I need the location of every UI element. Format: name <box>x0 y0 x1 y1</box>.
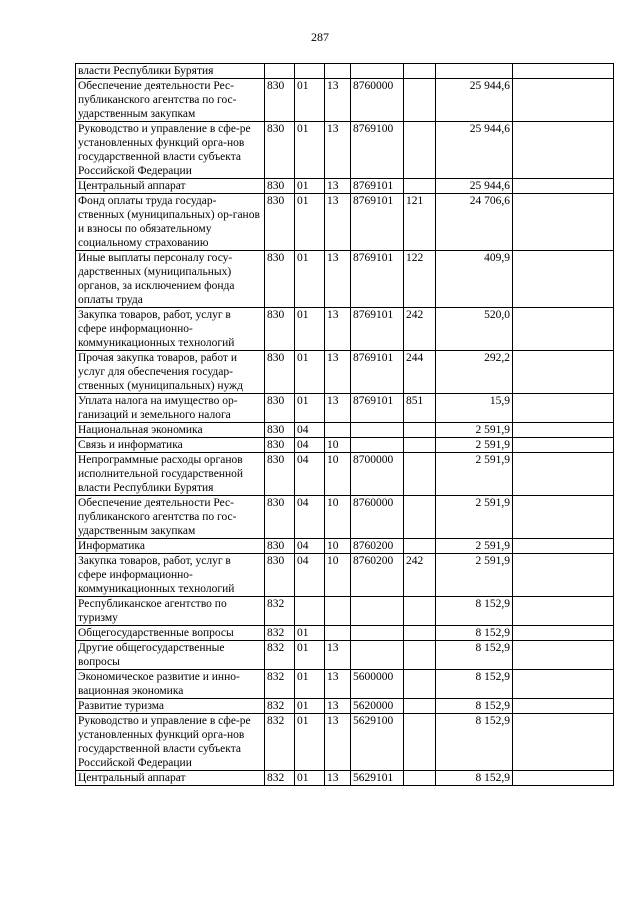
cell-expense-type <box>404 453 436 496</box>
cell-subsection: 13 <box>325 308 351 351</box>
table-row <box>76 641 614 670</box>
cell-name: Фонд оплаты труда государ-ственных (муниципальных) ор-ганов и взносы по обязательному социальному страхованию <box>76 194 265 251</box>
cell-expense-type <box>404 641 436 670</box>
cell-expense-type: 244 <box>404 351 436 394</box>
cell-name: Непрограммные расходы органов исполнительной государственной власти Республики Бурятия <box>76 453 265 496</box>
cell-subsection: 13 <box>325 251 351 308</box>
cell-empty <box>513 194 614 251</box>
cell-ved: 830 <box>265 351 295 394</box>
cell-expense-type <box>404 771 436 786</box>
cell-empty <box>513 308 614 351</box>
cell-subsection: 10 <box>325 438 351 453</box>
cell-ved: 830 <box>265 496 295 539</box>
cell-section: 01 <box>295 194 325 251</box>
cell-name: Другие общегосударственные вопросы <box>76 641 265 670</box>
cell-subsection: 13 <box>325 714 351 771</box>
cell-name: Национальная экономика <box>76 423 265 438</box>
table-row <box>76 554 614 597</box>
table-row <box>76 626 614 641</box>
cell-name: Закупка товаров, работ, услуг в сфере информационно-коммуникационных технологий <box>76 554 265 597</box>
cell-subsection: 10 <box>325 453 351 496</box>
cell-ved: 832 <box>265 641 295 670</box>
cell-name: Экономическое развитие и инно-вационная экономика <box>76 670 265 699</box>
cell-amount: 2 591,9 <box>436 423 513 438</box>
cell-amount: 292,2 <box>436 351 513 394</box>
cell-section: 04 <box>295 496 325 539</box>
table-row <box>76 194 614 251</box>
cell-name: Закупка товаров, работ, услуг в сфере информационно-коммуникационных технологий <box>76 308 265 351</box>
cell-target-article <box>351 597 404 626</box>
cell-expense-type <box>404 423 436 438</box>
cell-name: Центральный аппарат <box>76 771 265 786</box>
cell-section: 01 <box>295 251 325 308</box>
cell-name: Руководство и управление в сфе-ре установленных функций орга-нов государственной власти субъекта Российской Федерации <box>76 714 265 771</box>
cell-expense-type: 851 <box>404 394 436 423</box>
cell-empty <box>513 539 614 554</box>
table-row <box>76 251 614 308</box>
cell-target-article: 5620000 <box>351 699 404 714</box>
cell-target-article: 8769101 <box>351 194 404 251</box>
cell-amount: 24 706,6 <box>436 194 513 251</box>
cell-ved: 832 <box>265 670 295 699</box>
cell-amount: 520,0 <box>436 308 513 351</box>
cell-ved: 830 <box>265 179 295 194</box>
table-row <box>76 453 614 496</box>
cell-ved: 832 <box>265 597 295 626</box>
cell-ved: 830 <box>265 308 295 351</box>
cell-section: 01 <box>295 771 325 786</box>
cell-empty <box>513 423 614 438</box>
cell-target-article: 8760000 <box>351 496 404 539</box>
cell-empty <box>513 179 614 194</box>
cell-subsection <box>325 64 351 79</box>
cell-empty <box>513 79 614 122</box>
cell-amount: 8 152,9 <box>436 771 513 786</box>
cell-name: Обеспечение деятельности Рес-публиканского агентства по гос-ударственным закупкам <box>76 496 265 539</box>
cell-name: Республиканское агентство по туризму <box>76 597 265 626</box>
cell-name: Обеспечение деятельности Рес-публиканского агентства по гос-ударственным закупкам <box>76 79 265 122</box>
cell-target-article: 8700000 <box>351 453 404 496</box>
cell-name: Общегосударственные вопросы <box>76 626 265 641</box>
cell-empty <box>513 438 614 453</box>
cell-target-article: 8760200 <box>351 539 404 554</box>
cell-target-article: 8769101 <box>351 179 404 194</box>
cell-amount: 8 152,9 <box>436 699 513 714</box>
cell-amount: 25 944,6 <box>436 122 513 179</box>
cell-name: власти Республики Бурятия <box>76 64 265 79</box>
cell-target-article <box>351 64 404 79</box>
cell-ved: 830 <box>265 438 295 453</box>
cell-empty <box>513 670 614 699</box>
table-row <box>76 771 614 786</box>
cell-amount: 15,9 <box>436 394 513 423</box>
table-row <box>76 394 614 423</box>
cell-section: 01 <box>295 714 325 771</box>
cell-expense-type <box>404 438 436 453</box>
cell-section: 01 <box>295 699 325 714</box>
cell-ved: 830 <box>265 539 295 554</box>
cell-subsection: 13 <box>325 771 351 786</box>
cell-expense-type <box>404 539 436 554</box>
cell-target-article <box>351 423 404 438</box>
cell-target-article <box>351 626 404 641</box>
cell-subsection: 13 <box>325 699 351 714</box>
cell-ved: 830 <box>265 554 295 597</box>
cell-empty <box>513 771 614 786</box>
cell-amount: 8 152,9 <box>436 597 513 626</box>
cell-amount: 2 591,9 <box>436 453 513 496</box>
cell-amount: 2 591,9 <box>436 539 513 554</box>
cell-section: 01 <box>295 394 325 423</box>
cell-name: Связь и информатика <box>76 438 265 453</box>
cell-section <box>295 64 325 79</box>
cell-expense-type <box>404 597 436 626</box>
cell-section: 01 <box>295 79 325 122</box>
cell-subsection: 13 <box>325 79 351 122</box>
cell-ved <box>265 64 295 79</box>
cell-empty <box>513 394 614 423</box>
table-row <box>76 438 614 453</box>
cell-subsection: 13 <box>325 122 351 179</box>
cell-target-article: 5629100 <box>351 714 404 771</box>
cell-expense-type <box>404 179 436 194</box>
cell-subsection: 13 <box>325 351 351 394</box>
table-row <box>76 539 614 554</box>
cell-amount <box>436 64 513 79</box>
cell-subsection <box>325 423 351 438</box>
cell-name: Уплата налога на имущество ор-ганизаций и земельного налога <box>76 394 265 423</box>
cell-target-article: 8769101 <box>351 351 404 394</box>
cell-target-article: 5629101 <box>351 771 404 786</box>
cell-empty <box>513 351 614 394</box>
cell-empty <box>513 714 614 771</box>
cell-ved: 830 <box>265 194 295 251</box>
cell-empty <box>513 251 614 308</box>
cell-section: 04 <box>295 423 325 438</box>
cell-name: Развитие туризма <box>76 699 265 714</box>
cell-empty <box>513 641 614 670</box>
cell-amount: 8 152,9 <box>436 641 513 670</box>
cell-ved: 830 <box>265 394 295 423</box>
table-row <box>76 79 614 122</box>
cell-amount: 2 591,9 <box>436 496 513 539</box>
cell-subsection: 13 <box>325 194 351 251</box>
cell-expense-type <box>404 496 436 539</box>
cell-target-article <box>351 641 404 670</box>
cell-empty <box>513 699 614 714</box>
cell-subsection: 10 <box>325 554 351 597</box>
cell-name: Центральный аппарат <box>76 179 265 194</box>
cell-ved: 830 <box>265 122 295 179</box>
cell-subsection: 10 <box>325 496 351 539</box>
cell-name: Прочая закупка товаров, работ и услуг для обеспечения государ-ственных (муниципальных) нужд <box>76 351 265 394</box>
table-row <box>76 670 614 699</box>
cell-expense-type <box>404 79 436 122</box>
cell-expense-type <box>404 122 436 179</box>
cell-empty <box>513 496 614 539</box>
table-row <box>76 308 614 351</box>
table-row <box>76 122 614 179</box>
table-row <box>76 597 614 626</box>
cell-expense-type <box>404 699 436 714</box>
table-body <box>76 64 614 786</box>
cell-subsection <box>325 626 351 641</box>
cell-section: 04 <box>295 554 325 597</box>
cell-section: 01 <box>295 351 325 394</box>
cell-section: 04 <box>295 453 325 496</box>
cell-ved: 832 <box>265 699 295 714</box>
cell-target-article: 8760000 <box>351 79 404 122</box>
cell-ved: 832 <box>265 626 295 641</box>
cell-target-article: 8760200 <box>351 554 404 597</box>
cell-empty <box>513 597 614 626</box>
table-row <box>76 496 614 539</box>
cell-section: 04 <box>295 539 325 554</box>
table-row <box>76 351 614 394</box>
cell-section: 01 <box>295 626 325 641</box>
cell-target-article: 8769100 <box>351 122 404 179</box>
cell-ved: 830 <box>265 79 295 122</box>
cell-target-article <box>351 438 404 453</box>
cell-target-article: 8769101 <box>351 251 404 308</box>
cell-empty <box>513 453 614 496</box>
cell-expense-type <box>404 714 436 771</box>
cell-ved: 830 <box>265 423 295 438</box>
cell-amount: 8 152,9 <box>436 670 513 699</box>
cell-empty <box>513 626 614 641</box>
cell-amount: 2 591,9 <box>436 554 513 597</box>
cell-expense-type <box>404 670 436 699</box>
cell-empty <box>513 122 614 179</box>
table-row <box>76 64 614 79</box>
cell-amount: 25 944,6 <box>436 79 513 122</box>
cell-section: 01 <box>295 179 325 194</box>
cell-section: 01 <box>295 122 325 179</box>
cell-subsection: 13 <box>325 179 351 194</box>
cell-target-article: 5600000 <box>351 670 404 699</box>
cell-ved: 832 <box>265 771 295 786</box>
cell-amount: 8 152,9 <box>436 626 513 641</box>
cell-expense-type: 242 <box>404 554 436 597</box>
table-row <box>76 179 614 194</box>
cell-name: Информатика <box>76 539 265 554</box>
cell-expense-type: 121 <box>404 194 436 251</box>
cell-expense-type: 122 <box>404 251 436 308</box>
budget-table <box>75 63 614 786</box>
cell-ved: 830 <box>265 251 295 308</box>
cell-amount: 8 152,9 <box>436 714 513 771</box>
cell-subsection: 13 <box>325 670 351 699</box>
cell-expense-type <box>404 64 436 79</box>
cell-expense-type: 242 <box>404 308 436 351</box>
cell-empty <box>513 64 614 79</box>
cell-ved: 832 <box>265 714 295 771</box>
cell-section: 01 <box>295 308 325 351</box>
cell-section: 01 <box>295 641 325 670</box>
cell-subsection <box>325 597 351 626</box>
cell-subsection: 13 <box>325 394 351 423</box>
cell-section: 04 <box>295 438 325 453</box>
cell-ved: 830 <box>265 453 295 496</box>
cell-amount: 409,9 <box>436 251 513 308</box>
table-row <box>76 423 614 438</box>
cell-section: 01 <box>295 670 325 699</box>
cell-subsection: 13 <box>325 641 351 670</box>
table-row <box>76 699 614 714</box>
cell-name: Иные выплаты персоналу госу-дарственных (муниципальных) органов, за исключением фонда оплаты труда <box>76 251 265 308</box>
cell-amount: 2 591,9 <box>436 438 513 453</box>
table-row <box>76 714 614 771</box>
cell-amount: 25 944,6 <box>436 179 513 194</box>
cell-empty <box>513 554 614 597</box>
cell-subsection: 10 <box>325 539 351 554</box>
cell-expense-type <box>404 626 436 641</box>
cell-target-article: 8769101 <box>351 394 404 423</box>
page-number: 287 <box>311 30 329 44</box>
cell-name: Руководство и управление в сфе-ре установленных функций орга-нов государственной власти субъекта Российской Федерации <box>76 122 265 179</box>
cell-section <box>295 597 325 626</box>
cell-target-article: 8769101 <box>351 308 404 351</box>
